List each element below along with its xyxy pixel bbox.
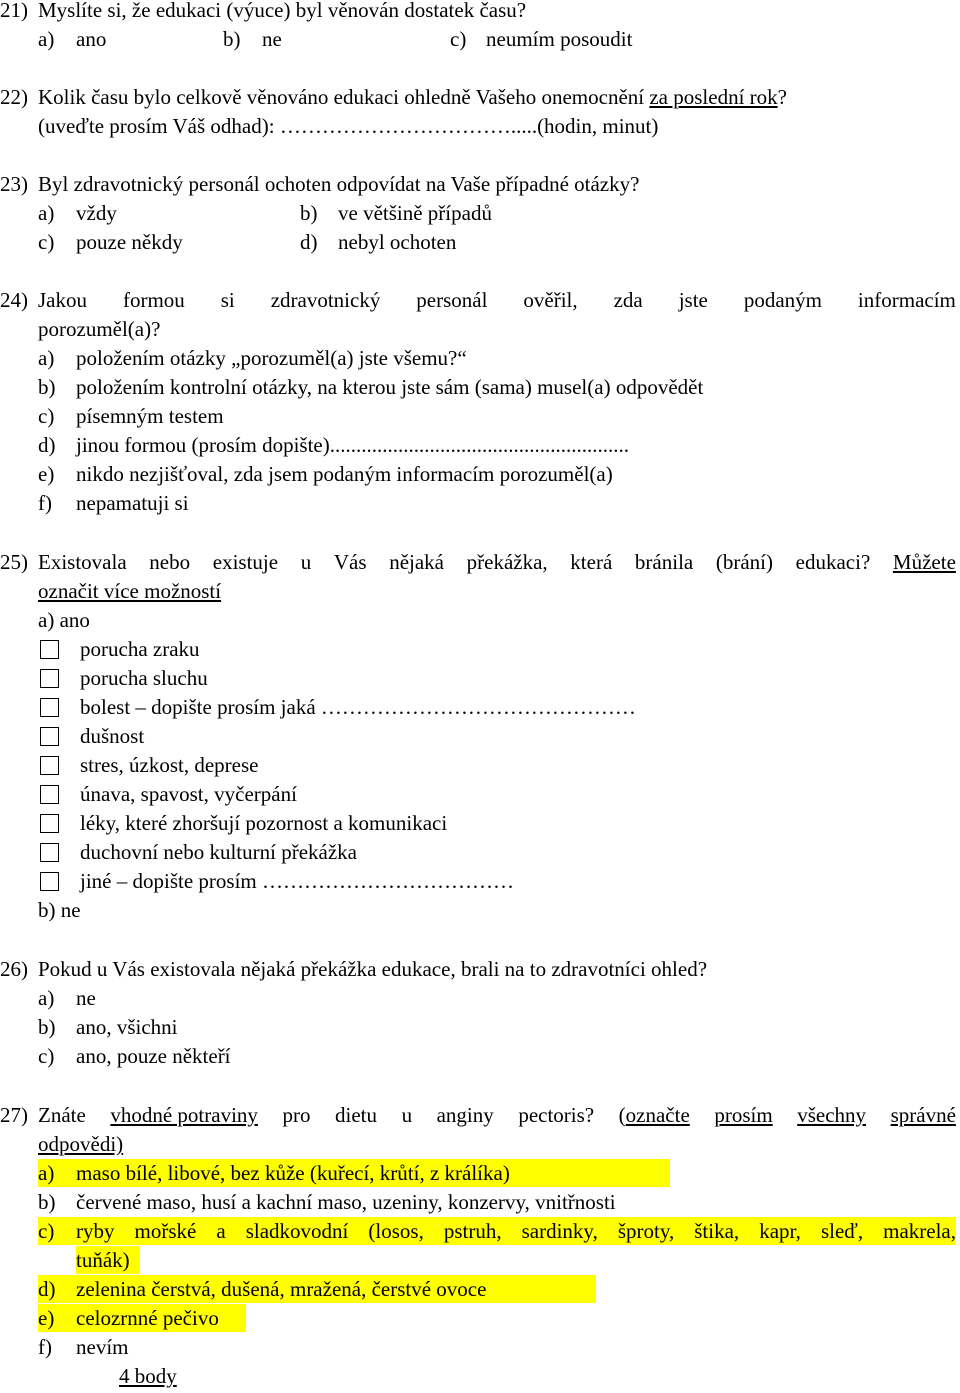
q22-text: Kolik času bylo celkově věnováno edukaci ohledně Vašeho onemocnění za poslední rok? bbox=[38, 85, 787, 109]
q22-prompt: (uveďte prosím Váš odhad): …………………………….....(hodin, minut) bbox=[38, 114, 659, 138]
q25-checkbox-item[interactable]: stres, úzkost, deprese bbox=[0, 751, 960, 780]
q23-number: 23) bbox=[0, 172, 28, 196]
q27-text-line1: Znáte vhodné potraviny pro dietu u anginy pectoris? (označte prosím všechny správné bbox=[38, 1103, 956, 1127]
q26-option[interactable]: b) ano, všichni bbox=[38, 1015, 178, 1039]
q24-text-line2: porozuměl(a)? bbox=[38, 317, 161, 341]
q21-line bbox=[0, 0, 960, 25]
checkbox[interactable] bbox=[40, 640, 59, 659]
q27-opt-c-text: ryby mořské a sladkovodní (losos, pstruh, sardinky, šproty, štika, kapr, sleď, makrela, bbox=[76, 1219, 956, 1243]
q24-option[interactable]: f) nepamatuji si bbox=[38, 491, 189, 515]
q25-checkbox-item[interactable]: únava, spavost, vyčerpání bbox=[0, 780, 960, 809]
q26-option[interactable]: a) ne bbox=[38, 986, 96, 1010]
q24-option[interactable]: d) jinou formou (prosím dopište)......................................................... bbox=[38, 433, 629, 457]
checkbox[interactable] bbox=[40, 814, 59, 833]
q25-checkbox-item[interactable]: bolest – dopište prosím jaká ……………………………………… bbox=[0, 693, 960, 722]
q25-number: 25) bbox=[0, 550, 28, 574]
q24-line bbox=[0, 286, 960, 315]
q21-opt-a[interactable]: ano bbox=[76, 27, 107, 51]
q21-opt-b-mark: b) bbox=[223, 27, 241, 51]
q25-checkbox-item[interactable]: léky, které zhoršují pozornost a komunikaci bbox=[0, 809, 960, 838]
q23-opt-a[interactable]: vždy bbox=[76, 201, 117, 225]
q24-option[interactable]: c) písemným testem bbox=[38, 404, 224, 428]
q27-opt-c[interactable]: c) ryby mořské a sladkovodní (losos, pstruh, sardinky, šproty, štika, kapr, sleď, makrela, bbox=[0, 1217, 960, 1246]
q22-underlined: za poslední rok bbox=[649, 85, 778, 109]
q21-opt-b[interactable]: ne bbox=[262, 27, 282, 51]
q23-options-row1 bbox=[0, 199, 960, 228]
points-label: 4 body bbox=[119, 1364, 177, 1388]
q25-text-line2: označit více možností bbox=[38, 579, 222, 603]
q22-answer-blank[interactable]: ……………………………..... bbox=[279, 114, 538, 138]
q23-line bbox=[0, 170, 960, 199]
q27-opt-a[interactable]: a) maso bílé, libové, bez kůže (kuřecí, krůtí, z králíka) bbox=[0, 1159, 960, 1188]
q26-line bbox=[0, 955, 960, 984]
q23-opt-c[interactable]: pouze někdy bbox=[76, 230, 183, 254]
q24-option[interactable]: e) nikdo nezjišťoval, zda jsem podaným informacím porozuměl(a) bbox=[38, 462, 613, 486]
checkbox[interactable] bbox=[40, 698, 59, 717]
q21-number: 21) bbox=[0, 0, 28, 22]
q22-line bbox=[0, 83, 960, 112]
q23-opt-b-mark: b) bbox=[300, 201, 318, 225]
q25-checkbox-item[interactable]: jiné – dopište prosím ……………………………… bbox=[0, 867, 960, 896]
q27-opt-d[interactable]: d) zelenina čerstvá, dušená, mražená, čerstvé ovoce bbox=[0, 1275, 960, 1304]
checkbox[interactable] bbox=[40, 843, 59, 862]
q23-text: Byl zdravotnický personál ochoten odpovídat na Vaše případné otázky? bbox=[38, 172, 640, 196]
checkbox[interactable] bbox=[40, 756, 59, 775]
q21-opt-a-mark: a) bbox=[38, 27, 55, 51]
q23-options-row2 bbox=[0, 228, 960, 257]
q27-line bbox=[0, 1101, 960, 1130]
q22-number: 22) bbox=[0, 85, 28, 109]
q27-number: 27) bbox=[0, 1103, 28, 1127]
q26-text: Pokud u Vás existovala nějaká překážka edukace, brali na to zdravotníci ohled? bbox=[38, 957, 708, 981]
q27-opt-c-cont[interactable]: tuňák) bbox=[0, 1246, 960, 1275]
q23-opt-c-mark: c) bbox=[38, 230, 55, 254]
q27-opt-e[interactable]: e) celozrnné pečivo bbox=[0, 1304, 960, 1333]
q27-opt-f[interactable]: f) nevím bbox=[38, 1335, 129, 1359]
q25-line bbox=[0, 548, 960, 577]
q25-checkbox-item[interactable]: dušnost bbox=[0, 722, 960, 751]
q27-text-line2: odpovědi) bbox=[38, 1132, 124, 1156]
q25-text-line1: Existovala nebo existuje u Vás nějaká překážka, která bránila (brání) edukaci? Můžete bbox=[38, 550, 956, 574]
q27-opt-b[interactable]: b) červené maso, husí a kachní maso, uzeniny, konzervy, vnitřnosti bbox=[38, 1190, 616, 1214]
q23-opt-d-mark: d) bbox=[300, 230, 318, 254]
q21-opt-c[interactable]: neumím posoudit bbox=[486, 27, 633, 51]
q25-checkbox-item[interactable]: porucha sluchu bbox=[0, 664, 960, 693]
checkbox[interactable] bbox=[40, 785, 59, 804]
q24-number: 24) bbox=[0, 288, 28, 312]
q25-opt-b[interactable]: b) ne bbox=[38, 898, 81, 922]
q21-text: Myslíte si, že edukaci (výuce) byl věnován dostatek času? bbox=[38, 0, 527, 22]
checkbox[interactable] bbox=[40, 727, 59, 746]
q23-opt-b[interactable]: ve většině případů bbox=[338, 201, 492, 225]
q21-options bbox=[0, 25, 960, 54]
q24-option[interactable]: b) položením kontrolní otázky, na kterou jste sám (sama) musel(a) odpovědět bbox=[38, 375, 704, 399]
q23-opt-d[interactable]: nebyl ochoten bbox=[338, 230, 457, 254]
q26-number: 26) bbox=[0, 957, 28, 981]
q24-option[interactable]: a) položením otázky „porozuměl(a) jste všemu?“ bbox=[38, 346, 467, 370]
q26-option[interactable]: c) ano, pouze někteří bbox=[38, 1044, 231, 1068]
q25-opt-a[interactable]: a) ano bbox=[38, 608, 90, 632]
q22-answer-line bbox=[0, 112, 960, 141]
q24-text-line1: Jakou formou si zdravotnický personál ověřil, zda jste podaným informacím bbox=[38, 288, 956, 312]
q25-checkbox-item[interactable]: duchovní nebo kulturní překážka bbox=[0, 838, 960, 867]
checkbox[interactable] bbox=[40, 669, 59, 688]
q27-points-line bbox=[0, 1362, 960, 1391]
q21-opt-c-mark: c) bbox=[450, 27, 467, 51]
q23-opt-a-mark: a) bbox=[38, 201, 55, 225]
checkbox[interactable] bbox=[40, 872, 59, 891]
q25-checkbox-item[interactable]: porucha zraku bbox=[0, 635, 960, 664]
